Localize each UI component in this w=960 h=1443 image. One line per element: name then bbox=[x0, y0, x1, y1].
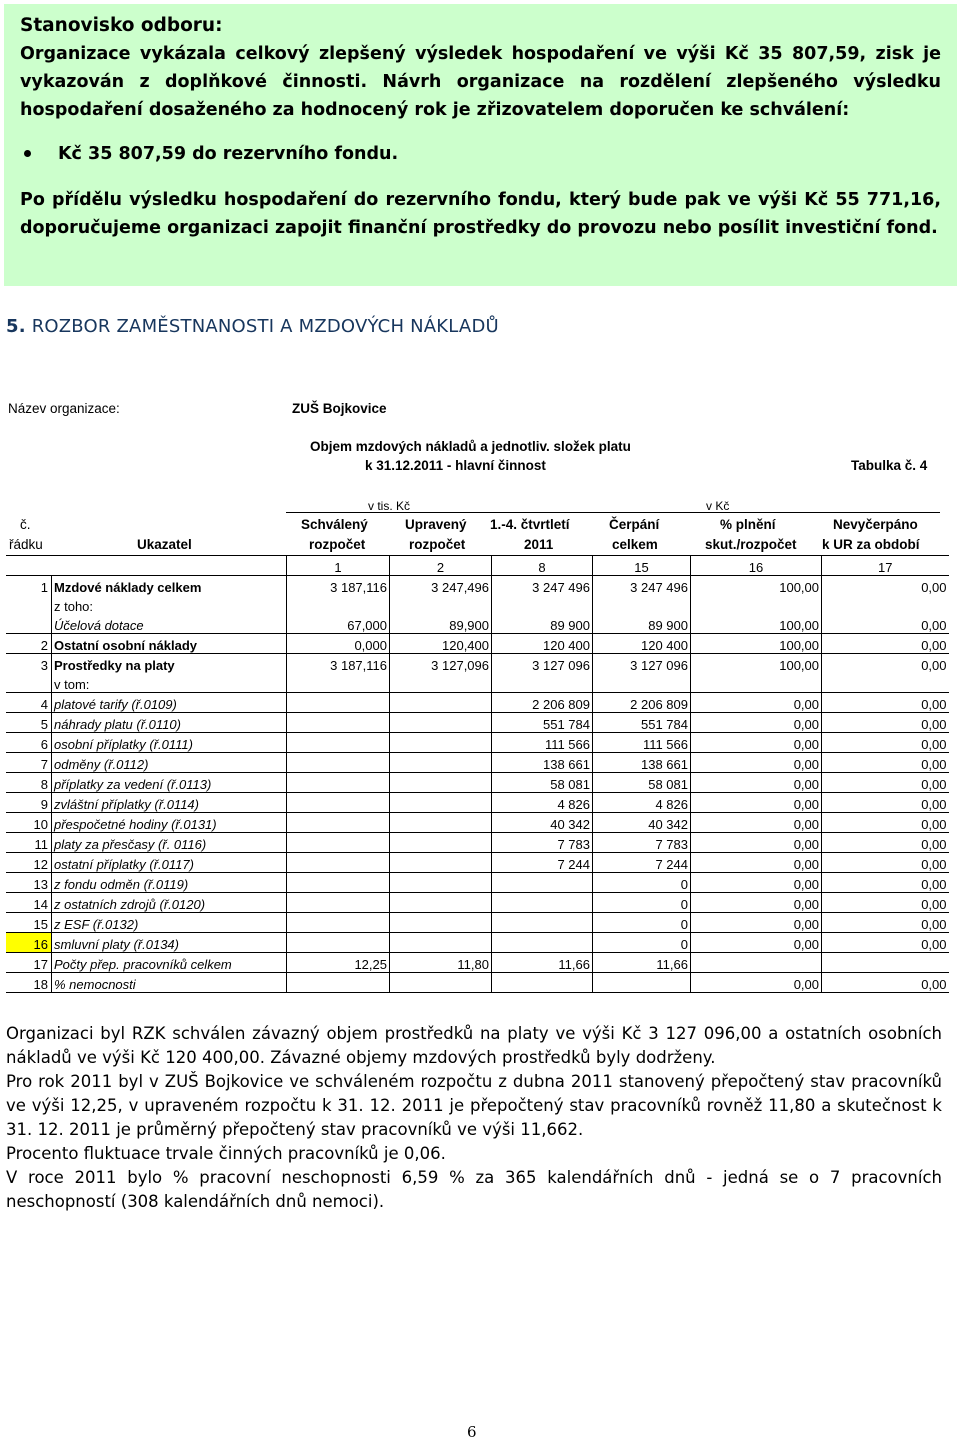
table-cell: 0,00 bbox=[822, 654, 949, 674]
table-cell: náhrady platu (ř.0110) bbox=[52, 713, 287, 733]
table-cell: 3 127 096 bbox=[492, 654, 593, 674]
unit-crowns-rule bbox=[488, 512, 940, 513]
report-title: Objem mzdových nákladů a jednotliv. složek platu bbox=[310, 439, 631, 454]
table-cell: 7 783 bbox=[593, 833, 691, 853]
table-cell bbox=[822, 673, 949, 693]
table-cell: 0,00 bbox=[691, 893, 822, 913]
opinion-bullet-text: Kč 35 807,59 do rezervního fondu. bbox=[58, 144, 399, 164]
table-row bbox=[6, 953, 949, 973]
header-spent-1: Čerpání bbox=[609, 517, 660, 532]
table-row bbox=[6, 833, 949, 853]
table-cell: 0,00 bbox=[822, 773, 949, 793]
table-cell: Počty přep. pracovníků celkem bbox=[52, 953, 287, 973]
table-cell: příplatky za vedení (ř.0113) bbox=[52, 773, 287, 793]
table-row bbox=[6, 753, 949, 773]
table-cell: 3 127,096 bbox=[390, 654, 492, 674]
header-quarter-2: 2011 bbox=[524, 537, 554, 552]
table-cell: 0,00 bbox=[822, 693, 949, 713]
table-cell: platy za přesčasy (ř. 0116) bbox=[52, 833, 287, 853]
table-cell bbox=[593, 595, 691, 614]
table-cell bbox=[287, 773, 390, 793]
table-row bbox=[6, 713, 949, 733]
section-title: ROZBOR ZAMĚSTNANOSTI A MZDOVÝCH NÁKLADŮ bbox=[31, 316, 499, 337]
table-cell bbox=[6, 595, 52, 614]
table-cell bbox=[287, 933, 390, 953]
table-cell bbox=[691, 595, 822, 614]
table-cell: platové tarify (ř.0109) bbox=[52, 693, 287, 713]
table-cell bbox=[390, 933, 492, 953]
table-row bbox=[6, 913, 949, 933]
table-row bbox=[6, 614, 949, 634]
table-cell bbox=[492, 913, 593, 933]
table-cell: 0,00 bbox=[822, 833, 949, 853]
table-cell bbox=[6, 614, 52, 634]
table-cell bbox=[390, 693, 492, 713]
header-approved-2: rozpočet bbox=[309, 537, 366, 552]
table-cell: 89,900 bbox=[390, 614, 492, 634]
table-cell bbox=[691, 673, 822, 693]
table-cell: smluvní platy (ř.0134) bbox=[52, 933, 287, 953]
column-number: 17 bbox=[822, 556, 949, 576]
table-cell: 0,00 bbox=[691, 753, 822, 773]
table-cell bbox=[287, 693, 390, 713]
table-cell: 0 bbox=[593, 873, 691, 893]
table-cell: 0,00 bbox=[822, 813, 949, 833]
table-cell: 0,00 bbox=[691, 773, 822, 793]
opinion-paragraph-1: Organizace vykázala celkový zlepšený výsledek hospodaření ve výši Kč 35 807,59, zisk je vykazován z doplňkové činnosti. Návrh organizace na rozdělení zlepšeného výsledku hospodaření dosaženého za hodnocený rok je zřizovatelem doporučen ke schválení: bbox=[20, 44, 941, 120]
table-cell: 0,00 bbox=[691, 933, 822, 953]
table-cell: 111 566 bbox=[593, 733, 691, 753]
table-cell: 0,00 bbox=[691, 973, 822, 993]
table-cell: 0,00 bbox=[691, 833, 822, 853]
org-label: Název organizace: bbox=[8, 401, 120, 416]
table-cell: 0,00 bbox=[691, 813, 822, 833]
table-cell: 0,000 bbox=[287, 634, 390, 654]
table-cell: 138 661 bbox=[593, 753, 691, 773]
table-cell: 120,400 bbox=[390, 634, 492, 654]
table-cell: 138 661 bbox=[492, 753, 593, 773]
opinion-paragraph-2: Po přídělu výsledku hospodaření do rezervního fondu, který bude pak ve výši Kč 55 771,16, doporučujeme organizaci zapojit finanční prostředky do provozu nebo posílit investiční fond. bbox=[20, 190, 941, 238]
table-cell: 0,00 bbox=[691, 913, 822, 933]
unit-thousands-rule bbox=[286, 512, 488, 513]
table-cell: 0,00 bbox=[822, 893, 949, 913]
note-paragraph: V roce 2011 bylo % pracovní neschopnosti 6,59 % za 365 kalendářních dnů - jedná se o 7 pracovních neschopností (308 kalendářních dnů nemoci). bbox=[6, 1168, 942, 1211]
table-cell: Ostatní osobní náklady bbox=[52, 634, 287, 654]
table-cell: 4 826 bbox=[492, 793, 593, 813]
table-cell: 15 bbox=[6, 913, 52, 933]
table-cell bbox=[390, 973, 492, 993]
opinion-bullet bbox=[20, 140, 941, 168]
table-cell bbox=[287, 595, 390, 614]
table-cell: 11,66 bbox=[593, 953, 691, 973]
table-row bbox=[6, 733, 949, 753]
table-cell: 0,00 bbox=[691, 853, 822, 873]
table-cell: 17 bbox=[6, 953, 52, 973]
table-cell: 120 400 bbox=[492, 634, 593, 654]
table-cell: 8 bbox=[6, 773, 52, 793]
table-cell: 2 206 809 bbox=[593, 693, 691, 713]
table-cell: Mzdové náklady celkem bbox=[54, 580, 202, 595]
table-cell: 111 566 bbox=[492, 733, 593, 753]
table-cell bbox=[691, 953, 822, 973]
header-spent-2: celkem bbox=[612, 537, 658, 552]
table-cell: 0,00 bbox=[822, 913, 949, 933]
table-cell: 100,00 bbox=[691, 576, 822, 596]
table-cell: 0 bbox=[593, 893, 691, 913]
header-unspent-1: Nevyčerpáno bbox=[833, 517, 918, 532]
table-cell: zvláštní příplatky (ř.0114) bbox=[52, 793, 287, 813]
table-cell: 12,25 bbox=[287, 953, 390, 973]
table-row bbox=[6, 693, 949, 713]
highlighted-row-number: 16 bbox=[6, 933, 52, 953]
table-cell: 3 247,496 bbox=[390, 576, 492, 596]
table-cell bbox=[287, 753, 390, 773]
table-cell: 0,00 bbox=[822, 634, 949, 654]
note-paragraph: Procento fluktuace trvale činných pracovníků je 0,06. bbox=[6, 1144, 446, 1163]
table-cell: 5 bbox=[6, 713, 52, 733]
header-unspent-2: k UR za období bbox=[822, 537, 920, 552]
table-cell: 11,66 bbox=[492, 953, 593, 973]
header-row-no-1: č. bbox=[20, 517, 31, 532]
table-cell: 0,00 bbox=[822, 713, 949, 733]
table-cell: 0 bbox=[593, 913, 691, 933]
page-number: 6 bbox=[467, 1423, 477, 1441]
table-cell: ostatní příplatky (ř.0117) bbox=[52, 853, 287, 873]
table-cell: 7 783 bbox=[492, 833, 593, 853]
table-cell: 0,00 bbox=[691, 873, 822, 893]
table-row bbox=[6, 813, 949, 833]
section-heading bbox=[6, 316, 499, 337]
table-cell: 100,00 bbox=[691, 654, 822, 674]
table-cell bbox=[593, 973, 691, 993]
column-number: 2 bbox=[390, 556, 492, 576]
table-cell: 7 244 bbox=[593, 853, 691, 873]
bullet-icon bbox=[24, 150, 31, 157]
wage-table bbox=[6, 555, 949, 993]
table-cell: 551 784 bbox=[593, 713, 691, 733]
table-cell: 12 bbox=[6, 853, 52, 873]
table-cell: 100,00 bbox=[691, 614, 822, 634]
table-cell: 4 826 bbox=[593, 793, 691, 813]
table-cell: 58 081 bbox=[492, 773, 593, 793]
table-cell: 6 bbox=[6, 733, 52, 753]
opinion-box bbox=[4, 4, 957, 286]
table-cell: 1 bbox=[6, 576, 52, 596]
column-number: 15 bbox=[593, 556, 691, 576]
table-cell: 0,00 bbox=[822, 873, 949, 893]
table-cell bbox=[390, 733, 492, 753]
table-cell: 40 342 bbox=[492, 813, 593, 833]
column-number: 16 bbox=[691, 556, 822, 576]
table-cell: z ESF (ř.0132) bbox=[52, 913, 287, 933]
header-row-no-2: řádku bbox=[9, 537, 43, 552]
table-cell: 0,00 bbox=[822, 853, 949, 873]
column-number: 8 bbox=[492, 556, 593, 576]
table-row bbox=[6, 595, 949, 614]
notes bbox=[6, 1022, 942, 1214]
table-cell: 551 784 bbox=[492, 713, 593, 733]
table-cell: odměny (ř.0112) bbox=[52, 753, 287, 773]
header-adjusted-1: Upravený bbox=[405, 517, 467, 532]
table-cell: 3 187,116 bbox=[287, 576, 390, 596]
table-cell bbox=[492, 595, 593, 614]
table-cell: 0,00 bbox=[822, 733, 949, 753]
table-cell bbox=[287, 673, 390, 693]
table-number: Tabulka č. 4 bbox=[851, 458, 928, 473]
table-cell bbox=[390, 853, 492, 873]
table-cell bbox=[287, 833, 390, 853]
table-cell bbox=[287, 913, 390, 933]
header-quarter-1: 1.-4. čtvrtletí bbox=[490, 517, 570, 532]
table-cell: 89 900 bbox=[593, 614, 691, 634]
table-cell: přespočetné hodiny (ř.0131) bbox=[52, 813, 287, 833]
table-row bbox=[6, 634, 949, 654]
table-cell: 7 244 bbox=[492, 853, 593, 873]
table-cell: Účelová dotace bbox=[52, 614, 287, 634]
table-cell bbox=[6, 673, 52, 693]
table-cell bbox=[822, 595, 949, 614]
report-subtitle: k 31.12.2011 - hlavní činnost bbox=[365, 458, 546, 473]
table-cell: 3 127 096 bbox=[593, 654, 691, 674]
header-fulfil-1: % plnění bbox=[720, 517, 776, 532]
table-cell: 0,00 bbox=[822, 933, 949, 953]
table-cell bbox=[492, 673, 593, 693]
table-cell bbox=[492, 893, 593, 913]
table-cell bbox=[287, 873, 390, 893]
table-row bbox=[6, 933, 949, 953]
table-cell bbox=[390, 873, 492, 893]
table-cell bbox=[390, 793, 492, 813]
table-cell: 13 bbox=[6, 873, 52, 893]
table-cell bbox=[390, 773, 492, 793]
table-row bbox=[6, 576, 949, 596]
note-paragraph: Pro rok 2011 byl v ZUŠ Bojkovice ve schváleném rozpočtu z dubna 2011 stanovený přepočtený stav pracovníků ve výši 12,25, v upraveném rozpočtu k 31. 12. 2011 je přepočtený stav pracovníků rovněž 11,80 a skutečnost k 31. 12. 2011 je průměrný přepočtený stav pracovníků ve výši 11,662. bbox=[6, 1072, 942, 1139]
table-cell: 100,00 bbox=[691, 634, 822, 654]
table-cell bbox=[492, 873, 593, 893]
table-cell: 3 247 496 bbox=[492, 576, 593, 596]
table-cell bbox=[390, 893, 492, 913]
table-cell bbox=[492, 973, 593, 993]
unit-thousands: v tis. Kč bbox=[368, 499, 411, 513]
table-cell: 0,00 bbox=[691, 713, 822, 733]
table-cell: 2 206 809 bbox=[492, 693, 593, 713]
table-cell: % nemocnosti bbox=[52, 973, 287, 993]
table-row bbox=[6, 853, 949, 873]
table-cell: 11 bbox=[6, 833, 52, 853]
table-cell: 3 247 496 bbox=[593, 576, 691, 596]
table-cell: osobní příplatky (ř.0111) bbox=[52, 733, 287, 753]
table-cell: 0,00 bbox=[822, 614, 949, 634]
table-cell bbox=[287, 713, 390, 733]
table-cell: 0,00 bbox=[822, 753, 949, 773]
table-cell bbox=[287, 793, 390, 813]
table-cell: 0,00 bbox=[822, 576, 949, 596]
table-cell: 58 081 bbox=[593, 773, 691, 793]
table-cell: z fondu odměn (ř.0119) bbox=[52, 873, 287, 893]
table-cell: 3 bbox=[6, 654, 52, 674]
table-cell: z toho: bbox=[54, 599, 94, 614]
table-row bbox=[6, 793, 949, 813]
table-cell: 89 900 bbox=[492, 614, 593, 634]
table-cell: 11,80 bbox=[390, 953, 492, 973]
opinion-title: Stanovisko odboru: bbox=[20, 15, 223, 36]
table-cell: 0,00 bbox=[822, 793, 949, 813]
table-cell: 7 bbox=[6, 753, 52, 773]
table-cell: 0,00 bbox=[822, 973, 949, 993]
table-cell bbox=[287, 973, 390, 993]
table-cell: 18 bbox=[6, 973, 52, 993]
section-number: 5. bbox=[6, 316, 26, 337]
table-cell: 2 bbox=[6, 634, 52, 654]
table-cell bbox=[6, 556, 52, 576]
table-cell bbox=[287, 893, 390, 913]
table-cell bbox=[52, 556, 287, 576]
org-name: ZUŠ Bojkovice bbox=[292, 401, 387, 416]
table-cell: 0,00 bbox=[691, 693, 822, 713]
table-cell: z ostatních zdrojů (ř.0120) bbox=[52, 893, 287, 913]
table-cell: v tom: bbox=[52, 673, 287, 693]
table-cell bbox=[287, 813, 390, 833]
table-cell bbox=[822, 953, 949, 973]
table-cell bbox=[390, 673, 492, 693]
table-cell bbox=[492, 933, 593, 953]
table-cell bbox=[390, 813, 492, 833]
table-cell: 0,00 bbox=[691, 793, 822, 813]
unit-crowns: v Kč bbox=[706, 499, 730, 513]
table-cell bbox=[390, 595, 492, 614]
table-cell bbox=[390, 913, 492, 933]
table-cell: 120 400 bbox=[593, 634, 691, 654]
table-cell bbox=[390, 713, 492, 733]
table-row bbox=[6, 673, 949, 693]
table-cell bbox=[593, 673, 691, 693]
table-cell: Prostředky na platy bbox=[54, 658, 175, 673]
table-cell: 40 342 bbox=[593, 813, 691, 833]
header-fulfil-2: skut./rozpočet bbox=[705, 537, 797, 552]
header-approved-1: Schválený bbox=[301, 517, 368, 532]
table-cell bbox=[287, 733, 390, 753]
table-cell bbox=[287, 853, 390, 873]
table-cell: 67,000 bbox=[287, 614, 390, 634]
table-cell bbox=[390, 833, 492, 853]
column-number: 1 bbox=[287, 556, 390, 576]
table-row bbox=[6, 773, 949, 793]
table-cell: 0 bbox=[593, 933, 691, 953]
table-cell: 9 bbox=[6, 793, 52, 813]
table-row bbox=[6, 973, 949, 993]
table-cell bbox=[390, 753, 492, 773]
table-cell: 10 bbox=[6, 813, 52, 833]
table-cell: 4 bbox=[6, 693, 52, 713]
column-number-row bbox=[6, 556, 949, 576]
table-cell: 0,00 bbox=[691, 733, 822, 753]
table-cell: 3 187,116 bbox=[287, 654, 390, 674]
table-cell: 14 bbox=[6, 893, 52, 913]
header-adjusted-2: rozpočet bbox=[409, 537, 466, 552]
table-row bbox=[6, 873, 949, 893]
table-row bbox=[6, 893, 949, 913]
header-indicator: Ukazatel bbox=[137, 537, 192, 552]
table-row bbox=[6, 654, 949, 674]
note-paragraph: Organizaci byl RZK schválen závazný objem prostředků na platy ve výši Kč 3 127 096,00 a ostatních osobních nákladů ve výši Kč 120 400,00. Závazné objemy mzdových prostředků byly dodrženy. bbox=[6, 1024, 942, 1067]
